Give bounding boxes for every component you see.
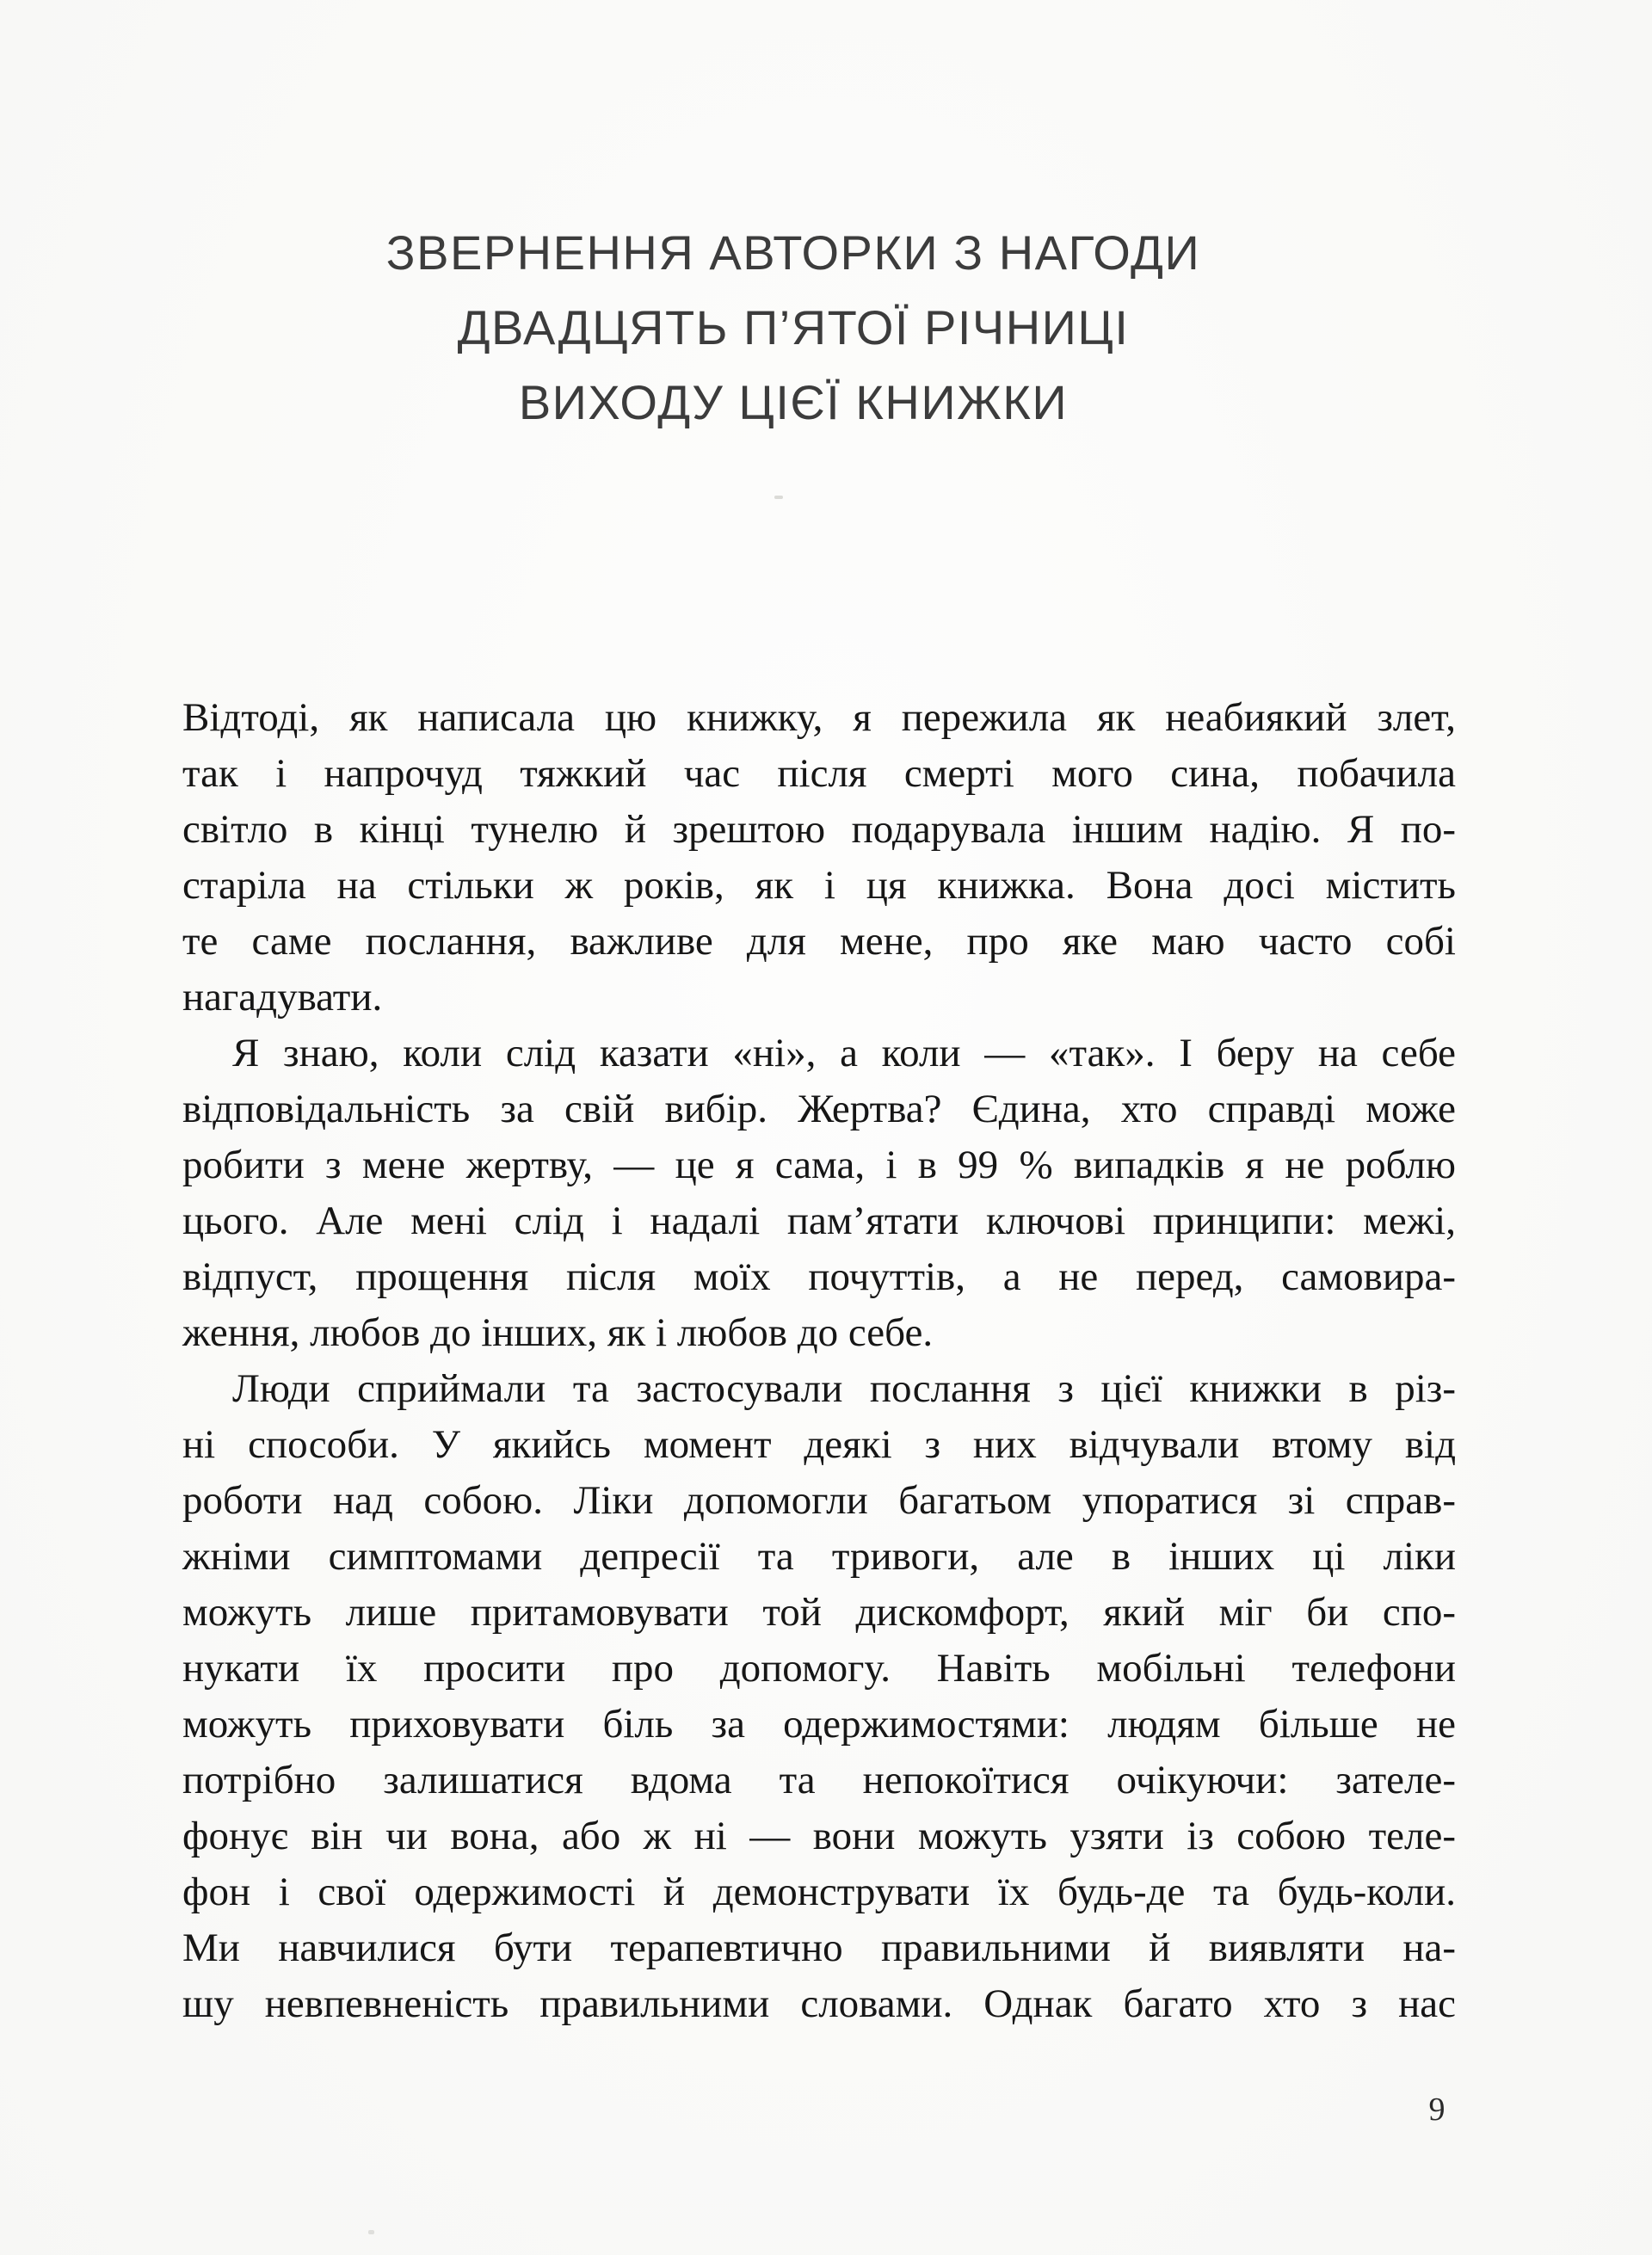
text-line: шу невпевненість правильними словами. Однак багато хто з нас — [182, 1981, 1456, 2026]
text-line: ження, любов до інших, як і любов до себе. — [182, 1310, 934, 1355]
text-line: світло в кінці тунелю й зрештою подарувала іншим надію. Я по- — [182, 807, 1456, 852]
paragraph — [182, 1361, 1456, 2032]
text-line: роботи над собою. Ліки допомогли багатьом упоратися зі справ- — [182, 1478, 1456, 1523]
heading-line: ВИХОДУ ЦІЄЇ КНИЖКИ — [518, 375, 1069, 429]
paragraph — [182, 690, 1456, 1026]
text-line: так і напрочуд тяжкий час після смерті мого сина, побачила — [182, 751, 1456, 796]
heading-line: ЗВЕРНЕННЯ АВТОРКИ З НАГОДИ — [385, 225, 1201, 280]
text-line: ні способи. У якийсь момент деякі з них відчували втому від — [182, 1422, 1456, 1467]
text-line: Ми навчилися бути терапевтично правильними й виявляти на- — [182, 1925, 1456, 1970]
text-line: Я знаю, коли слід казати «ні», а коли — «так». І беру на себе — [232, 1031, 1456, 1075]
text-line: Люди сприймали та застосували послання з цієї книжки в різ- — [232, 1366, 1456, 1411]
heading-line: ДВАДЦЯТЬ П’ЯТОЇ РІЧНИЦІ — [457, 300, 1130, 354]
scan-speck — [368, 2230, 374, 2234]
text-line: жніми симптомами депресії та тривоги, але в інших ці ліки — [182, 1534, 1456, 1579]
text-line: нагадувати. — [182, 975, 383, 1020]
text-line: відпуст, прощення після моїх почуттів, а не перед, самовира- — [182, 1254, 1456, 1299]
text-line: цього. Але мені слід і надалі пам’ятати ключові принципи: межі, — [182, 1198, 1456, 1243]
page-number: 9 — [1428, 2092, 1446, 2128]
text-line: те саме послання, важливе для мене, про яке маю часто собі — [182, 919, 1456, 964]
text-line: фонує він чи вона, або ж ні — вони можуть узяти із собою теле- — [182, 1814, 1456, 1858]
text-line: можуть лише притамовувати той дискомфорт, який міг би спо- — [182, 1590, 1456, 1635]
chapter-heading — [157, 215, 1430, 440]
text-line: відповідальність за свій вибір. Жертва? Єдина, хто справді може — [182, 1087, 1456, 1131]
text-line: робити з мене жертву, — це я сама, і в 99 % випадків я не роблю — [182, 1143, 1456, 1187]
text-line: старіла на стільки ж років, як і ця книжка. Вона досі містить — [182, 863, 1456, 908]
paragraph — [182, 1026, 1456, 1361]
text-line: Відтоді, як написала цю книжку, я пережила як неабиякий злет, — [182, 695, 1456, 740]
body-text — [182, 690, 1456, 2032]
text-line: можуть приховувати біль за одержимостями: людям більше не — [182, 1702, 1456, 1747]
text-line: потрібно залишатися вдома та непокоїтися очікуючи: зателе- — [182, 1758, 1456, 1802]
text-line: фон і свої одержимості й демонструвати їх будь-де та будь-коли. — [182, 1870, 1456, 1914]
text-line: нукати їх просити про допомогу. Навіть мобільні телефони — [182, 1646, 1456, 1691]
scan-speck — [774, 496, 783, 499]
